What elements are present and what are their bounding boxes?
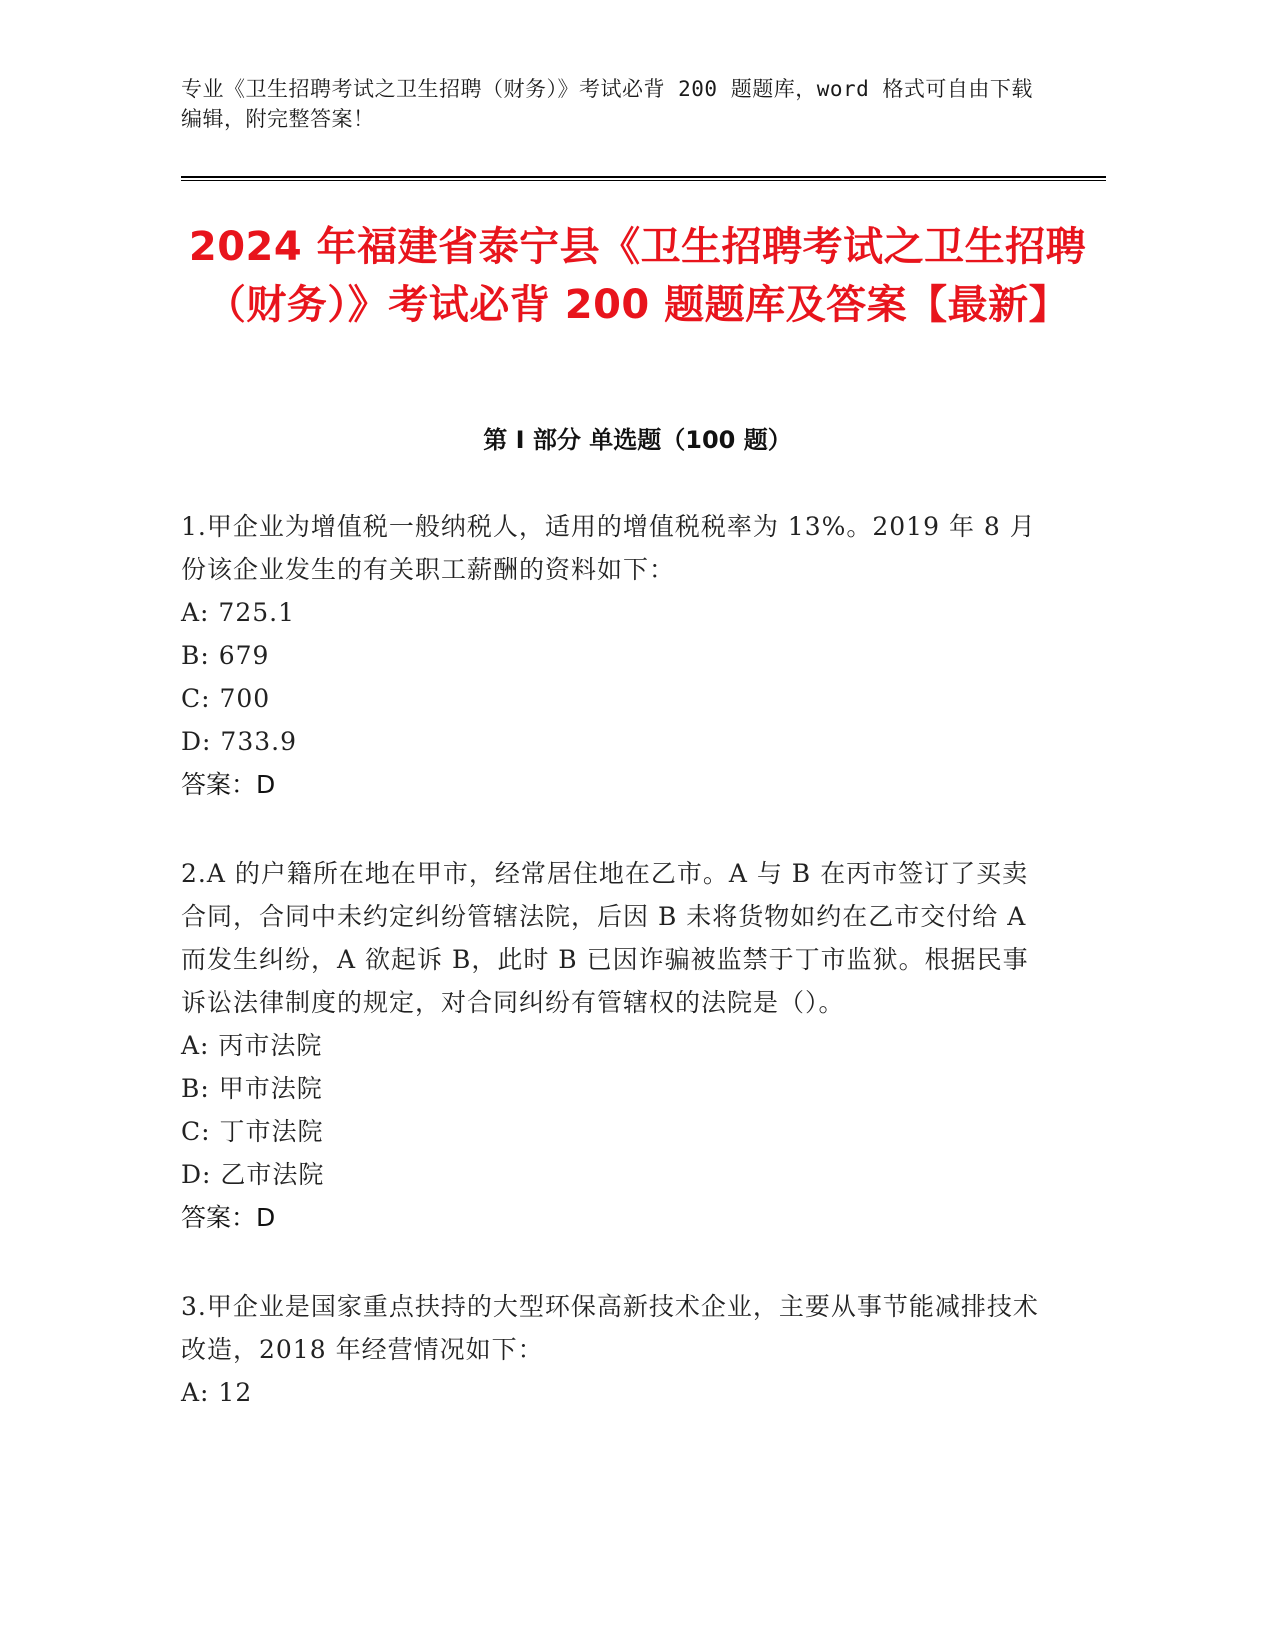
question-item bbox=[181, 1285, 1041, 1414]
question-option: B: 679 bbox=[181, 641, 270, 670]
question-text: 1.甲企业为增值税一般纳税人，适用的增值税税率为 13%。2019 年 8 月份该企业发生的有关职工薪酬的资料如下： bbox=[181, 512, 1036, 584]
question-text: 3.甲企业是国家重点扶持的大型环保高新技术企业，主要从事节能减排技术改造，2018 年经营情况如下： bbox=[181, 1292, 1039, 1364]
question-option: A: 725.1 bbox=[181, 598, 295, 627]
section-title: 第 I 部分 单选题（100 题） bbox=[483, 426, 792, 454]
question-option: A: 丙市法院 bbox=[181, 1031, 323, 1060]
header-note: 专业《卫生招聘考试之卫生招聘（财务）》考试必背 200 题题库，word 格式可自由下载编辑，附完整答案！ bbox=[181, 77, 1033, 131]
question-option: D: 乙市法院 bbox=[181, 1160, 325, 1189]
question-answer: 答案：D bbox=[181, 1203, 276, 1232]
question-item bbox=[181, 505, 1041, 806]
question-option: B: 甲市法院 bbox=[181, 1074, 323, 1103]
question-option: A: 12 bbox=[181, 1378, 253, 1407]
header-divider-thin bbox=[181, 180, 1106, 181]
header-divider bbox=[181, 176, 1106, 178]
question-option: C: 丁市法院 bbox=[181, 1117, 324, 1146]
question-text: 2.A 的户籍所在地在甲市，经常居住地在乙市。A 与 B 在丙市签订了买卖合同，合同中未约定纠纷管辖法院，后因 B 未将货物如约在乙市交付给 A 而发生纠纷，A 欲起诉 B，此时 B 已因诈骗被监禁于丁市监狱。根据民事诉讼法律制度的规定，对合同纠纷有管辖权的法院是（）。 bbox=[181, 859, 1029, 1017]
question-list bbox=[181, 505, 1041, 1414]
question-item bbox=[181, 852, 1041, 1239]
document-title: 2024 年福建省泰宁县《卫生招聘考试之卫生招聘（财务）》考试必背 200 题题库及答案【最新】 bbox=[188, 224, 1087, 328]
question-option: D: 733.9 bbox=[181, 727, 297, 756]
question-option: C: 700 bbox=[181, 684, 271, 713]
question-answer: 答案：D bbox=[181, 770, 276, 799]
